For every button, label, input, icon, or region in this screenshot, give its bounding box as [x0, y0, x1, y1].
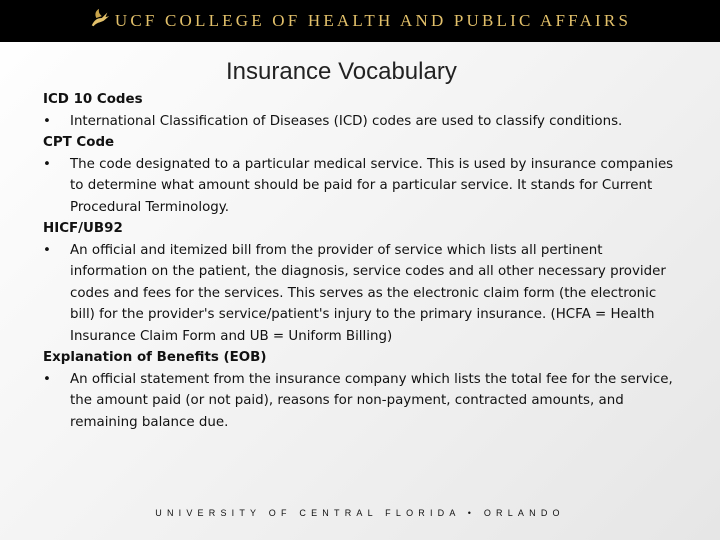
- term-definition: [43, 111, 683, 133]
- term-heading: CPT Code: [43, 135, 115, 150]
- definition-text: The code designated to a particular medical service. This is used by insurance companies to determine what amount should be paid for a particular service. It stands for Current Procedural Terminology.: [70, 156, 674, 215]
- vocabulary-list: [43, 89, 683, 433]
- pegasus-logo-icon: [89, 7, 111, 29]
- definition-text: An official statement from the insurance company which lists the total fee for the service, the amount paid (or not paid), reasons for non-payment, contracted amounts, and remaining balance due.: [70, 371, 673, 430]
- vocab-entry-hicf-ub92: [43, 218, 683, 347]
- term-heading: ICD 10 Codes: [43, 92, 143, 107]
- definition-text: An official and itemized bill from the provider of service which lists all pertinent information on the patient, the diagnosis, service codes and all other necessary provider codes and fees for the services. This serves as the electronic claim form (the electronic bill) for the provider's service/patient's injury to the primary insurance. (HCFA = Health Insurance Claim Form and UB = Uniform Billing): [70, 242, 666, 344]
- banner-title: UCF COLLEGE OF HEALTH AND PUBLIC AFFAIRS: [114, 11, 632, 30]
- term-definition: [43, 240, 683, 348]
- vocab-entry-cpt: [43, 132, 683, 218]
- term-definition: [43, 154, 683, 219]
- header-banner: [0, 0, 720, 42]
- bullet: •: [43, 371, 51, 387]
- bullet: •: [43, 242, 51, 258]
- page-title: Insurance Vocabulary: [226, 58, 457, 85]
- term-definition: [43, 369, 683, 434]
- term-heading: HICF/UB92: [43, 221, 123, 236]
- vocab-entry-icd10: [43, 89, 683, 132]
- vocab-entry-eob: [43, 347, 683, 433]
- term-heading: Explanation of Benefits (EOB): [43, 350, 267, 365]
- definition-text: International Classification of Diseases (ICD) codes are used to classify conditions.: [70, 113, 623, 129]
- footer-text: UNIVERSITY OF CENTRAL FLORIDA • ORLANDO: [155, 508, 565, 518]
- bullet: •: [43, 113, 51, 129]
- bullet: •: [43, 156, 51, 172]
